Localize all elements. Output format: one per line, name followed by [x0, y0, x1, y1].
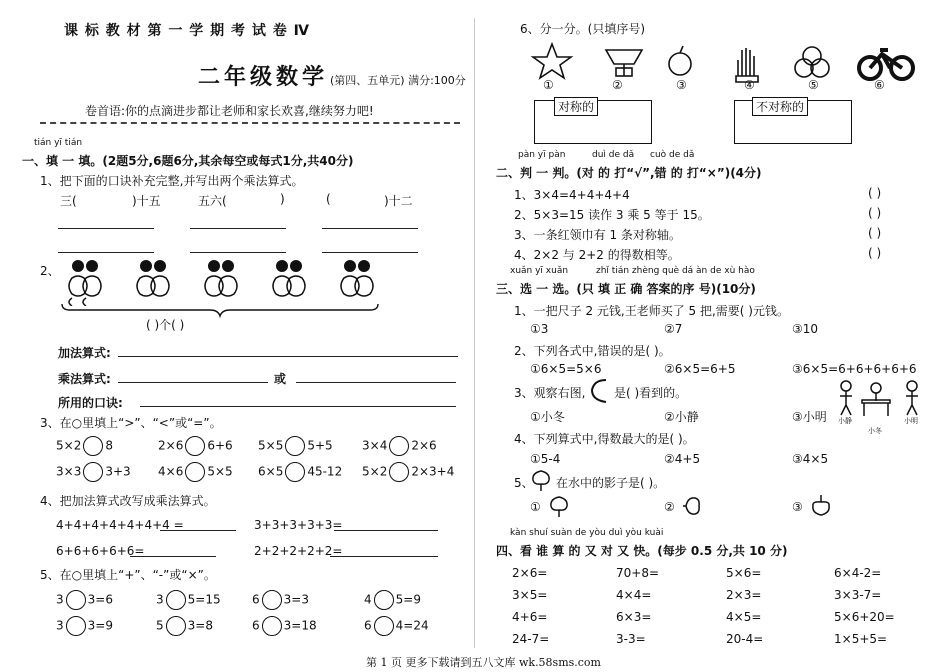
answer-line[interactable]: [58, 228, 154, 229]
rhyme-line[interactable]: [140, 406, 456, 407]
trapezoid-icon: [606, 50, 642, 64]
operator-item: 6 3=3: [252, 590, 309, 610]
judge-answer[interactable]: ( ): [868, 226, 882, 240]
or-label: 或: [274, 372, 287, 386]
compare-circle[interactable]: [285, 462, 305, 482]
calc-item: 6×4-2=: [834, 566, 882, 580]
calc-item: 3×5=: [512, 588, 548, 602]
s1-q4: 4、把加法算式改写成乘法算式。: [40, 494, 216, 508]
choice-q5-opt[interactable]: ③: [792, 500, 803, 514]
choice-q1-opt[interactable]: ①3: [530, 322, 549, 336]
choice-q2-opt[interactable]: ②6×5=6+5: [664, 362, 736, 376]
calc-item: 3-3=: [616, 632, 646, 646]
operator-item: 3 3=9: [56, 616, 113, 636]
calc-item: 4×4=: [616, 588, 652, 602]
calc-item: 24-7=: [512, 632, 550, 646]
operator-circle[interactable]: [374, 616, 394, 636]
compare-circle[interactable]: [185, 462, 205, 482]
shape-number-2: ②: [612, 78, 623, 92]
answer-line[interactable]: [334, 530, 438, 531]
s3-heading: 三、选 一 选。(只 填 正 确 答案的序 号)(10分): [496, 282, 756, 296]
compare-item: 3×3 3+3: [56, 462, 131, 482]
calc-item: 4+6=: [512, 610, 548, 624]
s1-q2: 2、: [40, 264, 60, 278]
answer-line[interactable]: [160, 530, 236, 531]
calc-item: 2×3=: [726, 588, 762, 602]
star-icon: [533, 44, 571, 78]
s1-heading: 一、填 一 填。(2题5分,6题6分,其余每空或每式1分,共40分): [22, 154, 354, 168]
compare-circle[interactable]: [185, 436, 205, 456]
judge-item: 4、2×2 与 2+2 的得数相等。: [514, 248, 680, 262]
s3-pinyin-2: zhǐ tián zhèng què dá àn de xù hào: [596, 266, 755, 276]
answer-line[interactable]: [322, 228, 418, 229]
operator-circle[interactable]: [262, 616, 282, 636]
operator-circle[interactable]: [374, 590, 394, 610]
choice-q1-opt[interactable]: ②7: [664, 322, 683, 336]
add-formula-line[interactable]: [118, 356, 458, 357]
exam-scope: (第四、五单元) 满分:100分: [330, 74, 466, 87]
compare-item: 6×5 45-12: [258, 462, 342, 482]
header-divider: [40, 122, 460, 124]
symmetric-label: 对称的: [554, 97, 598, 116]
choice-q3-opt[interactable]: ②小静: [664, 410, 699, 424]
operator-circle[interactable]: [166, 616, 186, 636]
shape-number-4: ④: [744, 78, 755, 92]
apple-icon: [669, 53, 691, 75]
tree-mirrored-icon: [682, 494, 706, 518]
three-circles-icon: [795, 47, 829, 77]
answer-line[interactable]: [190, 228, 286, 229]
choice-q3-b: 是( )看到的。: [614, 386, 688, 400]
calc-item: 2×6=: [512, 566, 548, 580]
operator-circle[interactable]: [166, 590, 186, 610]
answer-line[interactable]: [58, 252, 154, 253]
compare-item: 4×6 5×5: [158, 462, 233, 482]
compare-item: 2×6 6+6: [158, 436, 233, 456]
add-to-mul-item: 6+6+6+6+6=: [56, 544, 145, 558]
choice-q3-opt[interactable]: ③小明: [792, 410, 827, 424]
answer-line[interactable]: [330, 556, 438, 557]
choice-q4: 4、下列算式中,得数最大的是( )。: [514, 432, 695, 446]
column-divider: [474, 18, 475, 648]
chair-view-icon: [588, 376, 612, 406]
choice-q1: 1、一把尺子 2 元钱,王老师买了 5 把,需要( )元钱。: [514, 304, 789, 318]
shape-number-3: ③: [676, 78, 687, 92]
compare-circle[interactable]: [83, 462, 103, 482]
s1-q5: 5、在○里填上“+”、“-”或“×”。: [40, 568, 216, 582]
symmetry-shapes: [530, 40, 920, 100]
choice-q2-opt[interactable]: ①6×5=5×6: [530, 362, 602, 376]
asymmetric-label: 不对称的: [752, 97, 808, 116]
operator-item: 6 4=24: [364, 616, 429, 636]
calc-item: 20-4=: [726, 632, 764, 646]
compare-circle[interactable]: [285, 436, 305, 456]
choice-q3-a: 3、观察右图,: [514, 386, 586, 400]
answer-line[interactable]: [130, 556, 216, 557]
s6-heading: 6、分一分。(只填序号): [520, 22, 645, 36]
s4-heading: 四、看 谁 算 的 又 对 又 快。(每步 0.5 分,共 10 分): [496, 544, 788, 558]
operator-item: 3 5=15: [156, 590, 221, 610]
tree-upright-icon: [548, 494, 570, 518]
exam-title: 二年级数学: [198, 65, 329, 90]
mul-formula-line-1[interactable]: [118, 382, 268, 383]
s2-heading: 二、判 一 判。(对 的 打“√”,错 的 打“×”)(4分): [496, 166, 762, 180]
compare-item: 5×2 8: [56, 436, 113, 456]
q1-item-c2: )十二: [384, 194, 413, 208]
choice-q4-opt[interactable]: ②4+5: [664, 452, 701, 466]
choice-q5-opt[interactable]: ②: [664, 500, 675, 514]
compare-item: 5×5 5+5: [258, 436, 333, 456]
choice-q5-opt[interactable]: ①: [530, 500, 541, 514]
choice-q4-opt[interactable]: ③4×5: [792, 452, 829, 466]
s3-pinyin-1: xuǎn yī xuǎn: [510, 266, 569, 276]
calc-item: 70+8=: [616, 566, 660, 580]
judge-answer[interactable]: ( ): [868, 206, 882, 220]
calc-item: 1×5+5=: [834, 632, 888, 646]
calc-item: 6×3=: [616, 610, 652, 624]
s1-q3: 3、在○里填上“>”、“<”或“=”。: [40, 416, 222, 430]
q2-brace-text: ( )个( ): [146, 318, 185, 332]
choice-q4-opt[interactable]: ①5-4: [530, 452, 561, 466]
choice-q3-opt[interactable]: ①小冬: [530, 410, 565, 424]
q1-item-a1: 三(: [60, 194, 77, 208]
choice-q5-b: 在水中的影子是( )。: [556, 476, 666, 490]
choice-q2: 2、下列各式中,错误的是( )。: [514, 344, 671, 358]
add-to-mul-item: 2+2+2+2+2=: [254, 544, 343, 558]
q1-item-a2: )十五: [132, 194, 161, 208]
answer-line[interactable]: [322, 252, 418, 253]
pear-groups-figure: [62, 258, 382, 306]
tree-icon: [530, 468, 552, 492]
operator-circle[interactable]: [66, 590, 86, 610]
tree-inverted-icon: [810, 494, 834, 518]
judge-answer[interactable]: ( ): [868, 246, 882, 260]
figure-label-xiaojing: 小静: [838, 417, 852, 425]
operator-circle[interactable]: [262, 590, 282, 610]
s2-pinyin-3: cuò de dǎ: [650, 150, 695, 160]
operator-item: 3 3=6: [56, 590, 113, 610]
choice-q1-opt[interactable]: ③10: [792, 322, 819, 336]
calc-item: 5×6=: [726, 566, 762, 580]
rhyme-label: 所用的口诀:: [58, 396, 123, 410]
choice-q5-a: 5、: [514, 476, 534, 490]
q1-item-b2: ): [280, 192, 285, 206]
page-footer: 第 1 页 更多下载请到五八文库 wk.58sms.com: [366, 656, 601, 669]
figure-label-xiaoming: 小明: [904, 417, 918, 425]
operator-item: 4 5=9: [364, 590, 421, 610]
mul-formula-line-2[interactable]: [296, 382, 456, 383]
glove-icon: [736, 48, 758, 82]
greeting: 卷首语:你的点滴进步都让老师和家长欢喜,继续努力吧!: [85, 104, 374, 118]
s2-pinyin-2: duì de dǎ: [592, 150, 635, 160]
judge-item: 1、3×4=4+4+4+4: [514, 188, 630, 202]
shape-number-1: ①: [543, 78, 554, 92]
add-formula-label: 加法算式:: [58, 346, 111, 360]
shape-number-6: ⑥: [874, 78, 885, 92]
exam-series: 课 标 教 材 第 一 学 期 考 试 卷 Ⅳ: [64, 23, 310, 39]
s1-pinyin: tián yī tián: [34, 138, 83, 148]
s1-q1: 1、把下面的口诀补充完整,并写出两个乘法算式。: [40, 174, 304, 188]
judge-item: 3、一条红领巾有 1 条对称轴。: [514, 228, 681, 242]
q1-item-b1: 五六(: [198, 194, 227, 208]
figure-label-xiaodong: 小冬: [868, 427, 882, 435]
q1-item-c1: (: [326, 192, 331, 206]
shape-number-5: ⑤: [808, 78, 819, 92]
choice-q2-opt[interactable]: ③6×5=6+6+6+6+6: [792, 362, 917, 376]
answer-line[interactable]: [190, 252, 286, 253]
s2-pinyin-1: pàn yī pàn: [518, 150, 566, 160]
compare-item: 5×2 2×3+4: [362, 462, 454, 482]
judge-item: 2、5×3=15 读作 3 乘 5 等于 15。: [514, 208, 710, 222]
add-to-mul-item: 4+4+4+4+4+4+4 =: [56, 518, 184, 532]
mul-formula-label: 乘法算式:: [58, 372, 111, 386]
operator-item: 5 3=8: [156, 616, 213, 636]
operator-circle[interactable]: [66, 616, 86, 636]
s4-pinyin: kàn shuí suàn de yòu duì yòu kuài: [510, 528, 664, 538]
compare-circle[interactable]: [389, 436, 409, 456]
compare-circle[interactable]: [389, 462, 409, 482]
operator-item: 6 3=18: [252, 616, 317, 636]
calc-item: 3×3-7=: [834, 588, 882, 602]
brace-icon: [60, 302, 380, 318]
compare-circle[interactable]: [83, 436, 103, 456]
bicycle-icon: [859, 50, 913, 79]
calc-item: 4×5=: [726, 610, 762, 624]
judge-answer[interactable]: ( ): [868, 186, 882, 200]
calc-item: 5×6+20=: [834, 610, 895, 624]
compare-item: 3×4 2×6: [362, 436, 437, 456]
add-to-mul-item: 3+3+3+3+3=: [254, 518, 343, 532]
